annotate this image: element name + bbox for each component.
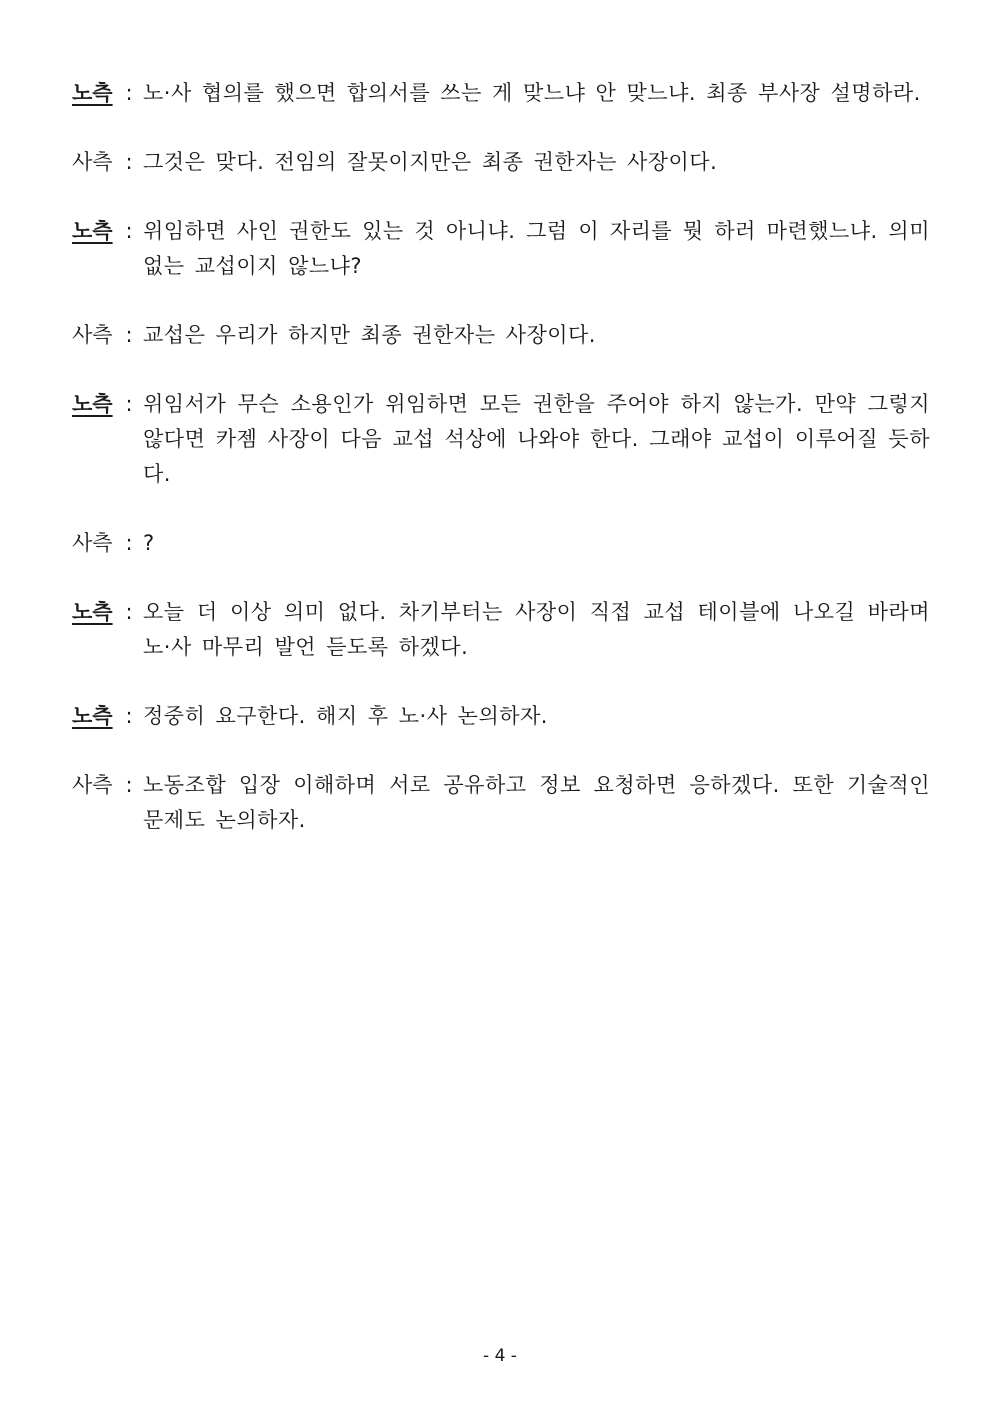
dialogue-text: 오늘 더 이상 의미 없다. 차기부터는 사장이 직접 교섭 테이블에 나오길 바라며 노·사 마무리 발언 듣도록 하겠다. — [143, 600, 930, 659]
speaker-label-management: 사측 — [72, 150, 113, 174]
speaker-separator: : — [125, 600, 133, 624]
dialogue-entry — [72, 699, 930, 734]
page-number: - 4 - — [483, 1346, 517, 1366]
speaker-separator: : — [125, 773, 133, 797]
dialogue-text: 위임서가 무슨 소용인가 위임하면 모든 권한을 주어야 하지 않는가. 만약 그렇지 않다면 카젬 사장이 다음 교섭 석상에 나와야 한다. 그래야 교섭이 이루어질 듯하다. — [143, 392, 930, 486]
speaker-separator: : — [125, 323, 133, 347]
speaker-label-labor: 노측 — [72, 392, 113, 416]
dialogue-text: 위임하면 사인 권한도 있는 것 아니냐. 그럼 이 자리를 뭣 하러 마련했느냐. 의미 없는 교섭이지 않느냐? — [143, 219, 930, 278]
speaker-label-labor: 노측 — [72, 600, 113, 624]
dialogue-text: 그것은 맞다. 전임의 잘못이지만은 최종 권한자는 사장이다. — [143, 150, 718, 174]
dialogue-text: ? — [143, 531, 155, 555]
dialogue-text: 노·사 협의를 했으면 합의서를 쓰는 게 맞느냐 안 맞느냐. 최종 부사장 설명하라. — [143, 81, 921, 105]
dialogue-entry — [72, 76, 930, 111]
speaker-label-labor: 노측 — [72, 704, 113, 728]
dialogue-entry — [72, 595, 930, 665]
speaker-label-management: 사측 — [72, 773, 113, 797]
speaker-separator: : — [125, 531, 133, 555]
speaker-separator: : — [125, 704, 133, 728]
speaker-separator: : — [125, 150, 133, 174]
dialogue-text: 교섭은 우리가 하지만 최종 권한자는 사장이다. — [143, 323, 596, 347]
dialogue-entry — [72, 387, 930, 492]
dialogue-text: 정중히 요구한다. 해지 후 노·사 논의하자. — [143, 704, 548, 728]
dialogue-entry — [72, 145, 930, 180]
dialogue-text: 노동조합 입장 이해하며 서로 공유하고 정보 요청하면 응하겠다. 또한 기술적인 문제도 논의하자. — [143, 773, 930, 832]
speaker-label-management: 사측 — [72, 323, 113, 347]
dialogue-entry — [72, 214, 930, 284]
dialogue-entry — [72, 526, 930, 561]
dialogue-entry — [72, 768, 930, 838]
speaker-label-labor: 노측 — [72, 219, 113, 243]
speaker-separator: : — [125, 219, 133, 243]
dialogue-entry — [72, 318, 930, 353]
speaker-separator: : — [125, 392, 133, 416]
speaker-label-labor: 노측 — [72, 81, 113, 105]
speaker-separator: : — [125, 81, 133, 105]
dialogue-transcript — [72, 76, 930, 872]
speaker-label-management: 사측 — [72, 531, 113, 555]
